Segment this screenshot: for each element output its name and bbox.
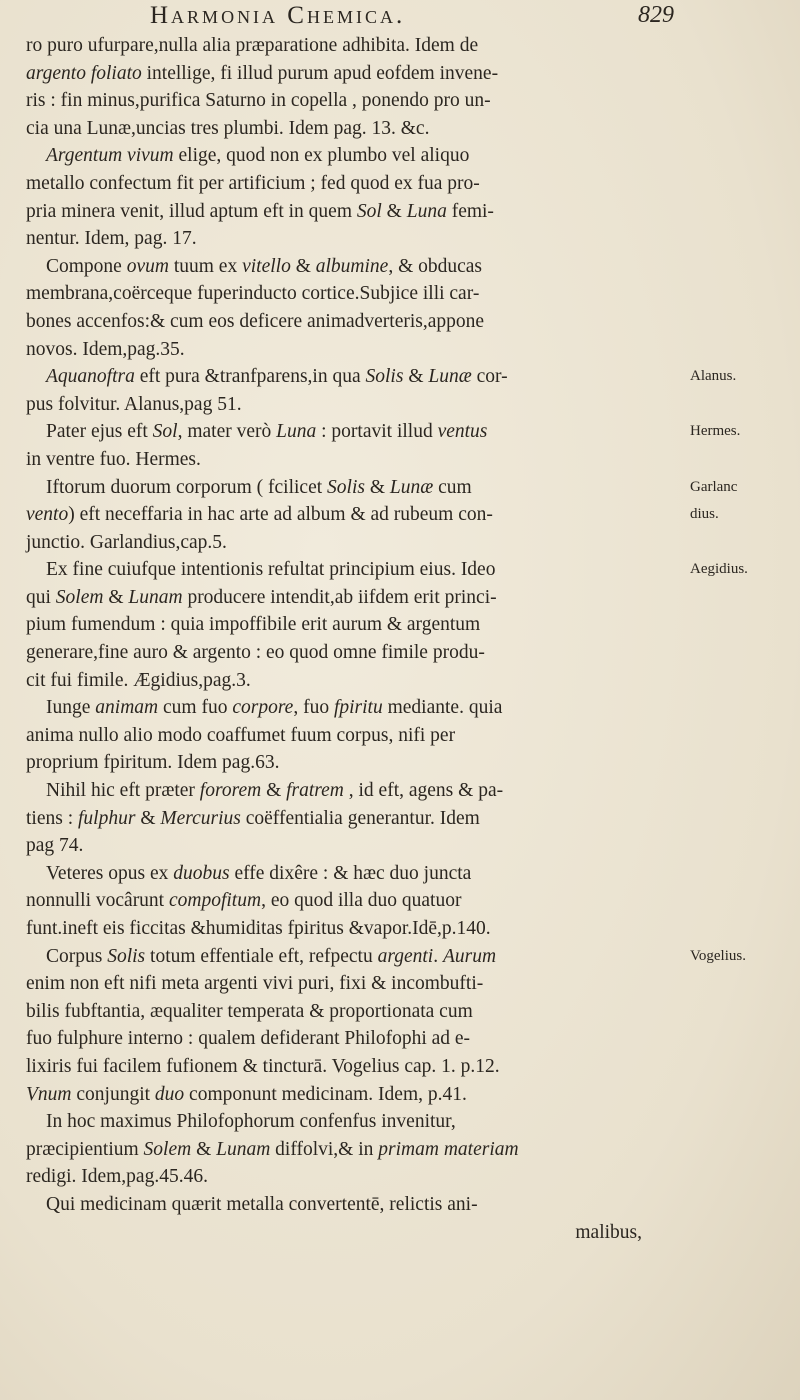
text-segment: & bbox=[135, 807, 161, 829]
text-segment: Iftorum duorum corporum ( fcilicet bbox=[46, 476, 328, 498]
text-segment: enim non eft nifi meta argenti vivi puri, fixi & incombufti- bbox=[26, 973, 484, 995]
text-line bbox=[26, 694, 678, 722]
italic-text: fratrem bbox=[286, 780, 344, 802]
text-line bbox=[26, 556, 678, 584]
text-segment: producere intendit,ab iifdem erit princi- bbox=[182, 586, 497, 608]
text-segment: conjungit bbox=[71, 1083, 155, 1105]
text-line bbox=[26, 1025, 678, 1053]
text-segment: junctio. Garlandius,cap.5. bbox=[26, 531, 227, 553]
text-segment: Corpus bbox=[46, 945, 108, 967]
italic-text: Solis bbox=[107, 945, 146, 967]
text-line bbox=[26, 529, 678, 557]
text-segment: pium fumendum : quia impoffibile erit aurum & argentum bbox=[26, 614, 481, 636]
text-segment: tuum ex bbox=[168, 255, 243, 277]
italic-text: Solis bbox=[327, 476, 365, 498]
text-segment: redigi. Idem,pag.45.46. bbox=[26, 1166, 208, 1188]
page-number: 829 bbox=[638, 2, 674, 28]
text-line bbox=[26, 253, 678, 281]
text-segment: cum fuo bbox=[158, 697, 233, 719]
text-line bbox=[26, 1163, 678, 1191]
text-line bbox=[26, 60, 678, 88]
text-segment: nonnulli vocârunt bbox=[26, 890, 169, 912]
text-line bbox=[26, 225, 678, 253]
text-segment: componunt medicinam. Idem, p.41. bbox=[184, 1083, 467, 1105]
text-segment: ris : fin minus,purifica Saturno in copella , ponendo pro un- bbox=[26, 90, 491, 112]
italic-text: animam bbox=[95, 697, 159, 719]
text-line bbox=[26, 336, 678, 364]
text-segment: & bbox=[381, 200, 407, 222]
text-line bbox=[26, 501, 678, 529]
italic-text: Lunam bbox=[128, 586, 183, 608]
text-segment: coëffentialia generantur. Idem bbox=[240, 807, 480, 829]
italic-text: Mercurius bbox=[160, 807, 241, 829]
text-line bbox=[26, 998, 678, 1026]
text-segment: præcipientium bbox=[26, 1138, 144, 1160]
italic-text: Sol bbox=[356, 200, 382, 222]
text-line bbox=[26, 887, 678, 915]
text-line bbox=[26, 832, 678, 860]
italic-text: vitello bbox=[242, 255, 291, 277]
text-line bbox=[26, 611, 678, 639]
text-line bbox=[26, 1081, 678, 1109]
text-line bbox=[26, 1108, 678, 1136]
text-segment: & bbox=[103, 586, 129, 608]
text-segment: Compone bbox=[46, 255, 127, 277]
text-segment: mediante. quia bbox=[382, 697, 503, 719]
text-segment: & bbox=[261, 780, 287, 802]
text-segment: pria minera venit, illud aptum eft in quem bbox=[26, 200, 357, 222]
text-segment: bones accenfos:& cum eos deficere animadverteris,appone bbox=[26, 310, 485, 332]
margin-note: Vogelius. bbox=[690, 947, 746, 964]
italic-text: Solis bbox=[365, 366, 404, 388]
text-line bbox=[26, 391, 678, 419]
text-segment: ro puro ufurpare,nulla alia præparatione adhibita. Idem de bbox=[26, 35, 479, 56]
margin-note: Alanus. bbox=[690, 368, 737, 385]
text-segment: , & obducas bbox=[388, 255, 483, 277]
italic-text: Luna bbox=[276, 421, 317, 443]
text-segment: eft pura &tranfparens,in qua bbox=[134, 366, 366, 388]
italic-text: albumine bbox=[315, 255, 389, 277]
text-line bbox=[26, 749, 678, 777]
text-line bbox=[26, 639, 678, 667]
text-segment: totum effentiale eft, refpectu bbox=[145, 945, 378, 967]
text-segment: funt.ineft eis ficcitas &humiditas fpiritus &vapor.Idē,p.140. bbox=[26, 918, 491, 939]
italic-text: Lunæ bbox=[389, 476, 434, 498]
text-segment: , mater verò bbox=[177, 421, 277, 443]
italic-text: Aurum bbox=[442, 945, 497, 967]
italic-text: vento bbox=[26, 504, 69, 526]
text-segment: proprium fpiritum. Idem pag.63. bbox=[26, 752, 280, 774]
text-segment: cia una Lunæ,uncias tres plumbi. Idem pag. 13. &c. bbox=[26, 117, 430, 139]
text-segment: novos. Idem,pag.35. bbox=[26, 338, 185, 360]
text-line bbox=[26, 915, 678, 943]
text-line bbox=[26, 777, 678, 805]
text-segment: , fuo bbox=[293, 697, 334, 719]
text-segment: : portavit illud bbox=[316, 421, 438, 443]
italic-text: fororem bbox=[199, 780, 262, 802]
margin-note: Aegidius. bbox=[690, 561, 748, 578]
italic-text: compofitum bbox=[168, 890, 262, 912]
text-line bbox=[26, 943, 678, 971]
text-segment: Ex fine cuiufque intentionis refultat principium eius. Ideo bbox=[46, 559, 496, 581]
margin-note: Hermes. bbox=[690, 423, 741, 440]
text-segment: elige, quod non ex plumbo vel aliquo bbox=[173, 145, 470, 167]
text-segment: femi- bbox=[446, 200, 494, 222]
running-head: Harmonia Chemica. bbox=[150, 2, 406, 29]
text-segment: Pater ejus eft bbox=[46, 421, 153, 443]
text-line bbox=[26, 722, 678, 750]
italic-text: Luna bbox=[406, 200, 447, 222]
text-line bbox=[26, 1191, 678, 1219]
text-segment: malibus, bbox=[575, 1221, 642, 1243]
text-segment: & bbox=[290, 255, 316, 277]
margin-note: Garlanc bbox=[690, 478, 738, 495]
text-line bbox=[26, 198, 678, 226]
text-line bbox=[26, 860, 678, 888]
text-segment: Iunge bbox=[46, 697, 96, 719]
text-segment: , id eft, agens & pa- bbox=[343, 780, 504, 802]
italic-text: Solem bbox=[143, 1138, 192, 1160]
italic-text: Vnum bbox=[26, 1083, 72, 1105]
text-line bbox=[26, 280, 678, 308]
text-segment: diffolvi,& in bbox=[270, 1138, 379, 1160]
text-line bbox=[26, 1136, 678, 1164]
text-line bbox=[26, 32, 678, 60]
italic-text: argenti bbox=[377, 945, 434, 967]
text-segment: cum bbox=[433, 476, 472, 498]
text-segment: metallo confectum fit per artificium ; fed quod ex fua pro- bbox=[26, 172, 480, 194]
text-segment: cor- bbox=[471, 366, 508, 388]
text-segment: pag 74. bbox=[26, 835, 84, 857]
text-segment: nentur. Idem, pag. 17. bbox=[26, 228, 197, 250]
italic-text: ovum bbox=[126, 255, 169, 277]
text-segment: cit fui fimile. Ægidius,pag.3. bbox=[26, 669, 251, 691]
text-segment: Veteres opus ex bbox=[46, 862, 174, 884]
italic-text: primam materiam bbox=[378, 1138, 519, 1160]
text-segment: & bbox=[191, 1138, 217, 1160]
text-line bbox=[26, 363, 678, 391]
text-segment: intellige, fi illud purum apud eofdem invene- bbox=[141, 62, 499, 84]
italic-text: duobus bbox=[173, 862, 230, 884]
text-segment: Qui medicinam quærit metalla convertentē, relictis ani- bbox=[46, 1193, 478, 1215]
text-line bbox=[26, 87, 678, 115]
text-line bbox=[26, 667, 678, 695]
text-segment: effe dixêre : & hæc duo juncta bbox=[229, 862, 472, 884]
text-line bbox=[26, 1219, 678, 1247]
italic-text: fpiritu bbox=[333, 697, 383, 719]
text-segment: fuo fulphure interno : qualem defiderant Philofophi ad e- bbox=[26, 1028, 471, 1050]
italic-text: argento foliato bbox=[26, 62, 142, 84]
text-line bbox=[26, 142, 678, 170]
page-header bbox=[150, 2, 790, 32]
margin-note: dius. bbox=[690, 506, 719, 523]
text-line bbox=[26, 446, 678, 474]
text-segment: , eo quod illa duo quatuor bbox=[261, 890, 462, 912]
text-line bbox=[26, 115, 678, 143]
text-segment: qui bbox=[26, 586, 56, 608]
text-line bbox=[26, 418, 678, 446]
text-segment: . bbox=[433, 945, 443, 967]
text-line bbox=[26, 308, 678, 336]
text-segment: bilis fubftantia, æqualiter temperata & proportionata cum bbox=[26, 1000, 473, 1022]
italic-text: Aquanoftra bbox=[46, 366, 135, 388]
text-segment: anima nullo alio modo coaffumet fuum corpus, nifi per bbox=[26, 724, 456, 746]
italic-text: Lunam bbox=[216, 1138, 271, 1160]
text-segment: tiens : bbox=[26, 807, 78, 829]
text-segment: membrana,coërceque fuperinducto cortice.Subjice illi car- bbox=[26, 283, 480, 305]
text-segment: generare,fine auro & argento : eo quod omne fimile produ- bbox=[26, 642, 485, 664]
text-line bbox=[26, 474, 678, 502]
text-segment: lixiris fui facilem fufionem & tincturā. Vogelius cap. 1. p.12. bbox=[26, 1055, 500, 1077]
italic-text: Sol bbox=[152, 421, 178, 443]
italic-text: Solem bbox=[55, 586, 104, 608]
body-text bbox=[26, 32, 678, 1246]
text-segment: pus folvitur. Alanus,pag 51. bbox=[26, 393, 242, 415]
text-line bbox=[26, 970, 678, 998]
text-segment: in ventre fuo. Hermes. bbox=[26, 448, 201, 470]
text-segment: In hoc maximus Philofophorum confenfus invenitur, bbox=[46, 1111, 456, 1133]
text-segment: & bbox=[364, 476, 390, 498]
italic-text: Lunæ bbox=[428, 366, 472, 388]
italic-text: fulphur bbox=[78, 807, 136, 829]
text-line bbox=[26, 1053, 678, 1081]
text-line bbox=[26, 584, 678, 612]
italic-text: duo bbox=[154, 1083, 185, 1105]
text-segment: ) eft neceffaria in hac arte ad album & ad rubeum con- bbox=[68, 504, 493, 526]
text-line bbox=[26, 805, 678, 833]
text-segment: & bbox=[403, 366, 429, 388]
text-line bbox=[26, 170, 678, 198]
italic-text: Argentum vivum bbox=[46, 145, 174, 167]
italic-text: corpore bbox=[232, 697, 294, 719]
italic-text: ventus bbox=[437, 421, 488, 443]
text-segment: Nihil hic eft præter bbox=[46, 780, 200, 802]
